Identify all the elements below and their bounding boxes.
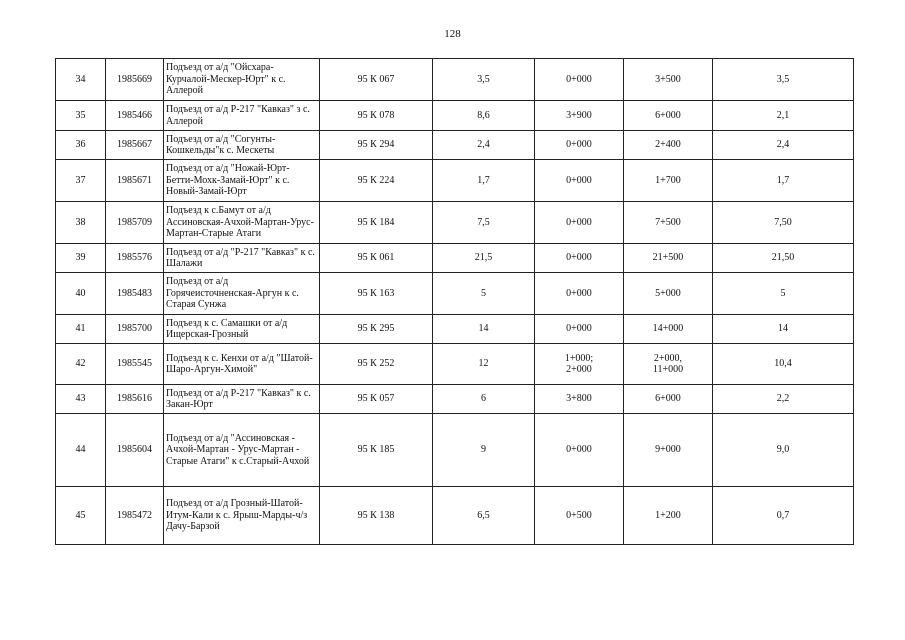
km-end: 6+000 [624, 101, 713, 131]
road-name: Подъезд от а/д "Согунты-Кошкельды"к с. Мескеты [164, 131, 320, 160]
road-code: 1985671 [106, 160, 164, 202]
section-length: 9,0 [713, 414, 854, 487]
km-start: 0+000 [535, 160, 624, 202]
section-length: 7,50 [713, 202, 854, 244]
table-row [56, 160, 854, 202]
km-start: 0+000 [535, 244, 624, 273]
table-row [56, 315, 854, 344]
road-id: 95 К 163 [320, 273, 433, 315]
road-id: 95 К 061 [320, 244, 433, 273]
road-code: 1985700 [106, 315, 164, 344]
km-end: 9+000 [624, 414, 713, 487]
road-id: 95 К 252 [320, 344, 433, 385]
table-row [56, 202, 854, 244]
section-length: 21,50 [713, 244, 854, 273]
road-id: 95 К 057 [320, 385, 433, 414]
road-name: Подъезд от а/д Р-217 "Кавказ" к с. Закан-Юрт [164, 385, 320, 414]
road-id: 95 К 184 [320, 202, 433, 244]
road-length: 3,5 [433, 59, 535, 101]
km-end: 14+000 [624, 315, 713, 344]
section-length: 2,2 [713, 385, 854, 414]
table-row [56, 385, 854, 414]
row-number: 36 [56, 131, 106, 160]
road-length: 14 [433, 315, 535, 344]
road-name: Подъезд от а/д "Ассиновская - Ачхой-Мартан - Урус-Мартан - Старые Атаги" к с.Старый-Ачхой [164, 414, 320, 487]
row-number: 34 [56, 59, 106, 101]
table-row [56, 414, 854, 487]
road-name: Подъезд к с. Самашки от а/д Ищерская-Грозный [164, 315, 320, 344]
section-length: 5 [713, 273, 854, 315]
section-length: 0,7 [713, 487, 854, 545]
road-length: 6,5 [433, 487, 535, 545]
road-registry-table [55, 58, 854, 545]
table-row [56, 101, 854, 131]
road-id: 95 К 224 [320, 160, 433, 202]
km-start: 0+000 [535, 131, 624, 160]
km-end: 6+000 [624, 385, 713, 414]
row-number: 41 [56, 315, 106, 344]
row-number: 44 [56, 414, 106, 487]
road-code: 1985709 [106, 202, 164, 244]
row-number: 43 [56, 385, 106, 414]
km-start: 3+900 [535, 101, 624, 131]
road-id: 95 К 067 [320, 59, 433, 101]
km-end: 2+400 [624, 131, 713, 160]
road-code: 1985576 [106, 244, 164, 273]
section-length: 2,1 [713, 101, 854, 131]
road-length: 1,7 [433, 160, 535, 202]
road-name: Подъезд от а/д Р-217 "Кавказ" з с. Аллерой [164, 101, 320, 131]
road-length: 6 [433, 385, 535, 414]
road-name: Подъезд от а/д Горячеисточненская-Аргун к с. Старая Сунжа [164, 273, 320, 315]
road-name: Подъезд к с. Кенхи от а/д "Шатой-Шаро-Аргун-Химой" [164, 344, 320, 385]
row-number: 45 [56, 487, 106, 545]
road-length: 2,4 [433, 131, 535, 160]
km-end: 2+000, 11+000 [624, 344, 713, 385]
km-end: 1+200 [624, 487, 713, 545]
road-id: 95 К 294 [320, 131, 433, 160]
section-length: 14 [713, 315, 854, 344]
table-row [56, 273, 854, 315]
road-code: 1985604 [106, 414, 164, 487]
row-number: 35 [56, 101, 106, 131]
km-start: 0+500 [535, 487, 624, 545]
km-end: 3+500 [624, 59, 713, 101]
table-row [56, 131, 854, 160]
road-code: 1985669 [106, 59, 164, 101]
table-row [56, 244, 854, 273]
km-start: 1+000; 2+000 [535, 344, 624, 385]
km-start: 0+000 [535, 273, 624, 315]
road-length: 7,5 [433, 202, 535, 244]
row-number: 42 [56, 344, 106, 385]
row-number: 38 [56, 202, 106, 244]
table-row [56, 487, 854, 545]
table-row [56, 59, 854, 101]
road-length: 9 [433, 414, 535, 487]
road-name: Подъезд от а/д "Р-217 "Кавказ" к с. Шалажи [164, 244, 320, 273]
km-end: 7+500 [624, 202, 713, 244]
km-start: 0+000 [535, 202, 624, 244]
table-row [56, 344, 854, 385]
road-id: 95 К 295 [320, 315, 433, 344]
road-name: Подъезд от а/д "Ножай-Юрт-Бетти-Мохк-Замай-Юрт" к с. Новый-Замай-Юрт [164, 160, 320, 202]
km-start: 0+000 [535, 414, 624, 487]
km-start: 0+000 [535, 59, 624, 101]
row-number: 37 [56, 160, 106, 202]
section-length: 1,7 [713, 160, 854, 202]
road-length: 12 [433, 344, 535, 385]
road-code: 1985472 [106, 487, 164, 545]
road-id: 95 К 138 [320, 487, 433, 545]
km-end: 21+500 [624, 244, 713, 273]
road-code: 1985545 [106, 344, 164, 385]
km-start: 0+000 [535, 315, 624, 344]
road-length: 21,5 [433, 244, 535, 273]
row-number: 40 [56, 273, 106, 315]
road-code: 1985616 [106, 385, 164, 414]
section-length: 2,4 [713, 131, 854, 160]
page-number: 128 [444, 28, 461, 40]
road-name: Подъезд к с.Бамут от а/д Ассиновская-Ачхой-Мартан-Урус-Мартан-Старые Атаги [164, 202, 320, 244]
row-number: 39 [56, 244, 106, 273]
section-length: 10,4 [713, 344, 854, 385]
road-code: 1985466 [106, 101, 164, 131]
road-length: 8,6 [433, 101, 535, 131]
road-code: 1985483 [106, 273, 164, 315]
road-id: 95 К 185 [320, 414, 433, 487]
road-code: 1985667 [106, 131, 164, 160]
section-length: 3,5 [713, 59, 854, 101]
road-id: 95 К 078 [320, 101, 433, 131]
km-start: 3+800 [535, 385, 624, 414]
km-end: 5+000 [624, 273, 713, 315]
road-name: Подъезд от а/д Грозный-Шатой-Итум-Кали к с. Ярыш-Марды-ч/з Дачу-Барзой [164, 487, 320, 545]
road-name: Подъезд от а/д "Ойсхара-Курчалой-Мескер-Юрт" к с. Аллерой [164, 59, 320, 101]
km-end: 1+700 [624, 160, 713, 202]
road-length: 5 [433, 273, 535, 315]
